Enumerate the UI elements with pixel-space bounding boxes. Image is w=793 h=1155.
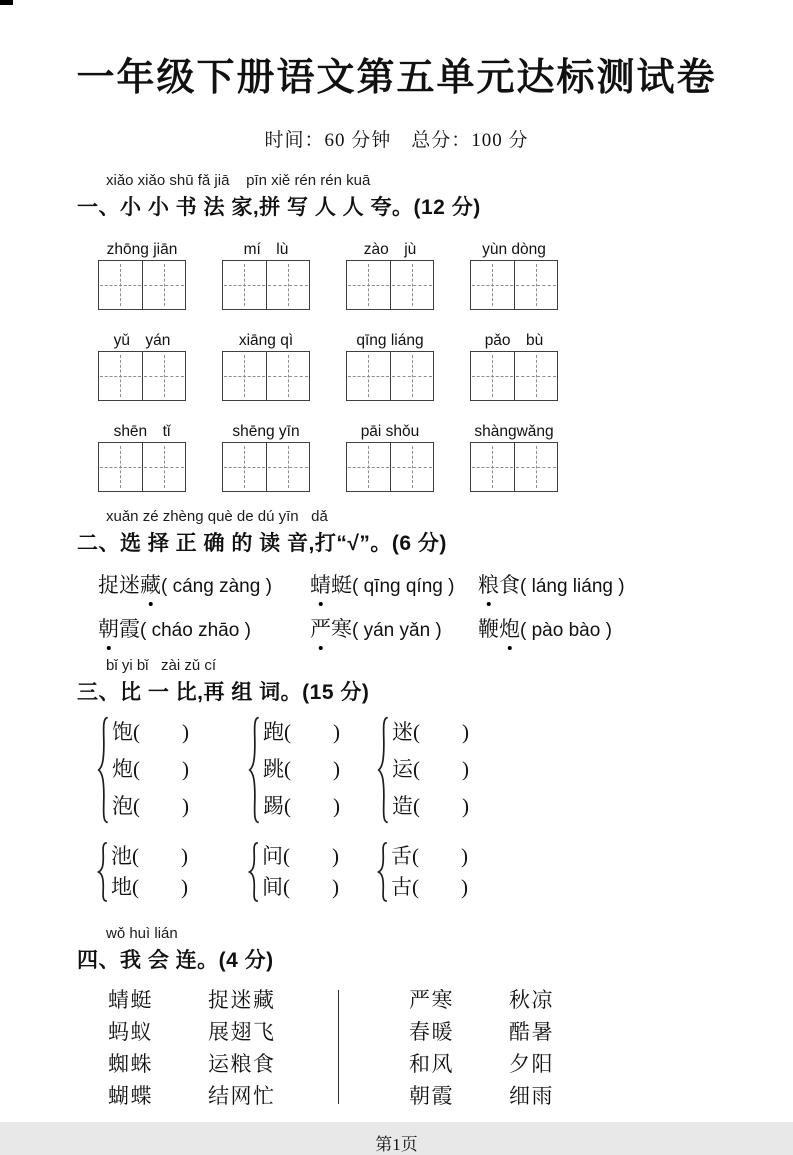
- answer-blank: ( ): [412, 844, 468, 868]
- page-number: 第1页: [375, 1135, 418, 1154]
- writing-item: [346, 421, 434, 492]
- grid-cell: [347, 352, 390, 400]
- time-score-info: 时间：60 分钟 总分：100 分: [264, 130, 529, 151]
- pinyin-label: qīng liáng: [356, 332, 424, 349]
- answer-blank: ( ): [413, 720, 469, 744]
- word-group: [97, 714, 248, 825]
- grid-cell: [223, 352, 266, 400]
- answer-blank: ( ): [283, 875, 339, 899]
- match-item: 运粮食: [208, 1052, 276, 1076]
- pronunciation-item: [98, 613, 310, 643]
- char: 池: [111, 844, 132, 868]
- grid-cell: [142, 352, 186, 400]
- curly-brace: [97, 842, 108, 902]
- grid-cell: [266, 352, 310, 400]
- matching-exercise: [108, 984, 793, 1112]
- page-title: 一年级下册语文第五单元达标测试卷: [76, 54, 717, 99]
- pinyin-label: shàngwǎng: [474, 423, 554, 440]
- answer-blank: ( ): [284, 720, 340, 744]
- match-item: 捉迷藏: [208, 988, 276, 1012]
- pinyin-choices: ( yán yǎn ): [352, 620, 442, 641]
- grid-cell: [390, 261, 434, 309]
- pronunciation-item: [478, 613, 793, 643]
- pinyin-label: shēng yīn: [232, 423, 300, 440]
- match-item: 秋凉: [509, 988, 554, 1012]
- pinyin-label: shēn tǐ: [113, 423, 171, 440]
- grid-cell: [471, 443, 514, 491]
- match-item: 蝴蝶: [108, 1084, 153, 1108]
- writing-grid-row: [98, 239, 793, 310]
- writing-grid: [346, 351, 434, 401]
- grid-cell: [99, 261, 142, 309]
- match-item: 细雨: [509, 1084, 554, 1108]
- match-item: 酷暑: [509, 1020, 554, 1044]
- item-marked-char: 藏: [140, 569, 161, 599]
- item-text: 捉迷: [98, 573, 140, 597]
- grid-cell: [514, 261, 558, 309]
- match-item: 蚂蚁: [108, 1020, 153, 1044]
- writing-grid: [470, 442, 558, 492]
- char: 饱: [112, 720, 133, 744]
- curly-brace: [377, 842, 388, 902]
- word-group-set: [97, 841, 793, 903]
- char: 泡: [112, 794, 133, 818]
- writing-item: [470, 421, 558, 492]
- grid-cell: [471, 261, 514, 309]
- section2-pinyin: xuǎn zé zhèng què de dú yīn dǎ: [106, 508, 328, 525]
- grid-cell: [266, 261, 310, 309]
- char: 问: [262, 844, 283, 868]
- section1-pinyin: xiǎo xiǎo shū fǎ jiā pīn xiě rén rén kuā: [106, 172, 371, 189]
- match-item: 严寒: [409, 988, 454, 1012]
- grid-cell: [390, 443, 434, 491]
- section3-pinyin: bǐ yi bǐ zài zǔ cí: [106, 657, 217, 674]
- curly-brace: [97, 716, 109, 824]
- word-blank-item: [392, 788, 469, 825]
- word-blank-item: [111, 841, 188, 872]
- char: 迷: [392, 720, 413, 744]
- word-blank-item: [392, 714, 469, 751]
- word-blank-item: [391, 841, 468, 872]
- pinyin-label: xiāng qì: [238, 332, 294, 349]
- writing-grid: [222, 442, 310, 492]
- item-marked-char: 蜻: [310, 569, 331, 599]
- pinyin-label: zào jù: [363, 241, 417, 258]
- match-column-weather: [409, 984, 509, 1112]
- item-text: 蜓: [331, 573, 352, 597]
- writing-grid-row: [98, 421, 793, 492]
- pinyin-label: pāi shǒu: [360, 423, 420, 440]
- grid-cell: [514, 443, 558, 491]
- pinyin-choices: ( cháo zhāo ): [140, 620, 251, 641]
- pronunciation-item: [478, 569, 793, 599]
- pinyin-choices: ( cáng zàng ): [161, 576, 272, 597]
- char: 舌: [391, 844, 412, 868]
- item-marked-char: 朝: [98, 613, 119, 643]
- grid-cell: [223, 443, 266, 491]
- word-blank-item: [112, 788, 189, 825]
- grid-cell: [266, 443, 310, 491]
- answer-blank: ( ): [132, 844, 188, 868]
- match-item: 蜻蜓: [108, 988, 153, 1012]
- match-item: 春暖: [409, 1020, 454, 1044]
- char: 运: [392, 757, 413, 781]
- grid-cell: [347, 443, 390, 491]
- grid-cell: [347, 261, 390, 309]
- char: 地: [111, 875, 132, 899]
- curly-brace: [248, 842, 259, 902]
- word-group: [248, 714, 377, 825]
- char: 跑: [263, 720, 284, 744]
- writing-grid-row: [98, 330, 793, 401]
- pinyin-choices: ( qīng qíng ): [352, 576, 455, 597]
- match-column-insects: [108, 984, 208, 1112]
- item-marked-char: 炮: [499, 613, 520, 643]
- pinyin-label: yǔ yán: [113, 332, 171, 349]
- grid-cell: [142, 443, 186, 491]
- item-text: 寒: [331, 617, 352, 641]
- writing-item: [470, 239, 558, 310]
- word-group: [248, 841, 377, 903]
- scan-artifact: [0, 0, 13, 5]
- word-blank-item: [111, 872, 188, 903]
- curly-brace: [248, 716, 260, 824]
- writing-item: [98, 330, 186, 401]
- writing-grid: [98, 351, 186, 401]
- word-group: [97, 841, 248, 903]
- match-item: 蜘蛛: [108, 1052, 153, 1076]
- writing-grid: [98, 442, 186, 492]
- divider-line: [338, 990, 339, 1104]
- item-text: 食: [499, 573, 520, 597]
- word-blank-item: [112, 714, 189, 751]
- word-blank-item: [392, 751, 469, 788]
- pronunciation-items: [98, 569, 793, 643]
- pinyin-label: yùn dòng: [482, 241, 546, 258]
- writing-grid: [346, 442, 434, 492]
- grid-cell: [223, 261, 266, 309]
- char: 间: [262, 875, 283, 899]
- item-text: 鞭: [478, 617, 499, 641]
- match-item: 朝霞: [409, 1084, 454, 1108]
- writing-grid: [98, 260, 186, 310]
- pinyin-choices: ( pào bào ): [520, 620, 612, 641]
- writing-item: [222, 239, 310, 310]
- answer-blank: ( ): [132, 875, 188, 899]
- answer-blank: ( ): [283, 844, 339, 868]
- grid-cell: [514, 352, 558, 400]
- section4-pinyin: wǒ huì lián: [106, 925, 178, 942]
- word-blank-item: [112, 751, 189, 788]
- writing-item: [222, 330, 310, 401]
- pinyin-label: pǎo bù: [484, 332, 544, 349]
- writing-item: [98, 239, 186, 310]
- char: 跳: [263, 757, 284, 781]
- section4-heading: 四、我 会 连。(4 分): [77, 949, 274, 972]
- writing-grid: [222, 351, 310, 401]
- char: 炮: [112, 757, 133, 781]
- char: 古: [391, 875, 412, 899]
- writing-item: [346, 239, 434, 310]
- char: 造: [392, 794, 413, 818]
- word-group: [377, 714, 793, 825]
- grid-cell: [99, 443, 142, 491]
- word-blank-item: [263, 714, 340, 751]
- match-item: 和风: [409, 1052, 454, 1076]
- answer-blank: ( ): [413, 794, 469, 818]
- match-column-actions: [208, 984, 338, 1112]
- grid-cell: [390, 352, 434, 400]
- answer-blank: ( ): [133, 720, 189, 744]
- word-group-set: [97, 714, 793, 825]
- word-blank-item: [263, 788, 340, 825]
- match-item: 结网忙: [208, 1084, 276, 1108]
- writing-item: [470, 330, 558, 401]
- item-text: 霞: [119, 617, 140, 641]
- section1-heading: 一、小 小 书 法 家,拼 写 人 人 夸。(12 分): [77, 196, 481, 219]
- answer-blank: ( ): [412, 875, 468, 899]
- writing-grid: [222, 260, 310, 310]
- match-item: 夕阳: [509, 1052, 554, 1076]
- word-blank-item: [263, 751, 340, 788]
- pronunciation-item: [310, 613, 478, 643]
- pinyin-label: zhōng jiān: [106, 241, 178, 258]
- answer-blank: ( ): [413, 757, 469, 781]
- answer-blank: ( ): [133, 757, 189, 781]
- writing-grid: [470, 351, 558, 401]
- answer-blank: ( ): [133, 794, 189, 818]
- section3-heading: 三、比 一 比,再 组 词。(15 分): [77, 681, 370, 704]
- item-marked-char: 粮: [478, 569, 499, 599]
- writing-item: [346, 330, 434, 401]
- writing-item: [222, 421, 310, 492]
- grid-cell: [471, 352, 514, 400]
- answer-blank: ( ): [284, 757, 340, 781]
- char: 踢: [263, 794, 284, 818]
- writing-grid: [470, 260, 558, 310]
- writing-grid: [346, 260, 434, 310]
- curly-brace: [377, 716, 389, 824]
- item-marked-char: 严: [310, 613, 331, 643]
- word-blank-item: [262, 872, 339, 903]
- grid-cell: [142, 261, 186, 309]
- word-blank-item: [391, 872, 468, 903]
- pronunciation-item: [310, 569, 478, 599]
- pronunciation-item: [98, 569, 310, 599]
- answer-blank: ( ): [284, 794, 340, 818]
- word-group: [377, 841, 793, 903]
- match-column-pairs: [509, 984, 554, 1112]
- pinyin-label: mí lù: [243, 241, 289, 258]
- match-item: 展翅飞: [208, 1020, 276, 1044]
- word-blank-item: [262, 841, 339, 872]
- writing-item: [98, 421, 186, 492]
- section2-heading: 二、选 择 正 确 的 读 音,打“√”。(6 分): [77, 532, 447, 555]
- pinyin-choices: ( láng liáng ): [520, 576, 625, 597]
- grid-cell: [99, 352, 142, 400]
